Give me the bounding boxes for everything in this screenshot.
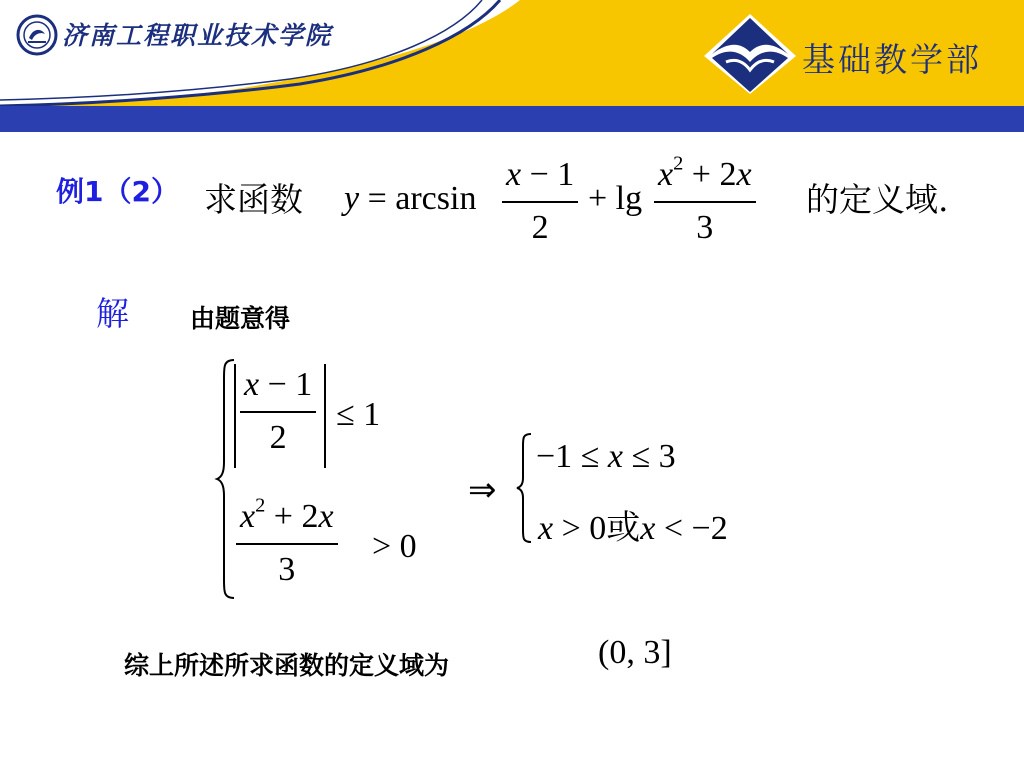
- answer-interval: (0, 3]: [598, 634, 672, 671]
- school-emblem-icon: [16, 14, 58, 56]
- abs-bar-left: [234, 364, 236, 468]
- result-left-brace: [514, 432, 534, 544]
- result-part: ≤ 3: [622, 438, 676, 475]
- exponent: 2: [255, 494, 266, 517]
- implies-arrow: ⇒: [468, 472, 497, 509]
- var-x: x: [506, 156, 522, 193]
- solution-label: 解: [96, 294, 129, 333]
- fraction-bar: [240, 411, 316, 413]
- lg-numerator: [654, 152, 756, 193]
- school-name: 济南工程职业技术学院: [62, 21, 333, 50]
- solution-intro: 由题意得: [190, 304, 291, 333]
- constraint2-denominator: 3: [278, 550, 296, 588]
- abs-bar-right: [324, 364, 326, 468]
- fraction-bar: [236, 543, 338, 545]
- var-x: x: [640, 510, 656, 547]
- constraint2-relation: > 0: [372, 528, 417, 565]
- var-x: x: [658, 156, 674, 193]
- constraint1-relation: ≤ 1: [336, 396, 381, 433]
- lg-fraction: [654, 152, 756, 246]
- result-part: −1 ≤: [536, 438, 608, 475]
- numerator-rest: + 2: [265, 498, 319, 535]
- constraint1-fraction: [240, 368, 316, 455]
- exponent: 2: [673, 152, 684, 175]
- var-x: x: [244, 366, 260, 403]
- numerator-rest: − 1: [521, 156, 575, 193]
- arcsin-fraction: [502, 158, 578, 245]
- plus-lg: + lg: [588, 180, 643, 217]
- constraint2-fraction: [236, 494, 338, 588]
- var-x: x: [240, 498, 256, 535]
- conclusion-text: 综上所述所求函数的定义域为: [124, 651, 450, 680]
- arcsin-numerator: [502, 158, 578, 192]
- var-x: x: [538, 510, 554, 547]
- constraint2-numerator: [236, 494, 338, 535]
- result-row-2: [538, 500, 728, 549]
- example-suffix: 的定义域.: [806, 180, 949, 219]
- numerator-rest: + 2: [683, 156, 737, 193]
- result-part: < −2: [655, 510, 728, 547]
- lg-denominator: 3: [696, 208, 714, 246]
- var-x: x: [607, 438, 623, 475]
- slide-header: [0, 0, 1024, 132]
- department-logo-icon: [702, 12, 798, 96]
- numerator-rest: − 1: [259, 366, 313, 403]
- var-y: y: [344, 180, 360, 217]
- example-label: 例1（2）: [56, 175, 179, 208]
- var-x: x: [318, 498, 334, 535]
- example-prompt: 求函数: [204, 180, 303, 219]
- fraction-bar: [502, 201, 578, 203]
- function-lhs: [344, 180, 476, 218]
- var-x: x: [736, 156, 752, 193]
- constraint1-denominator: 2: [269, 418, 287, 456]
- result-part: > 0或: [553, 510, 641, 547]
- result-row-1: [536, 438, 676, 476]
- department-name: 基础教学部: [802, 40, 982, 79]
- arcsin-denominator: 2: [531, 208, 549, 246]
- arcsin-term: = arcsin: [359, 180, 477, 217]
- fraction-bar: [654, 201, 756, 203]
- constraint1-numerator: [240, 368, 316, 402]
